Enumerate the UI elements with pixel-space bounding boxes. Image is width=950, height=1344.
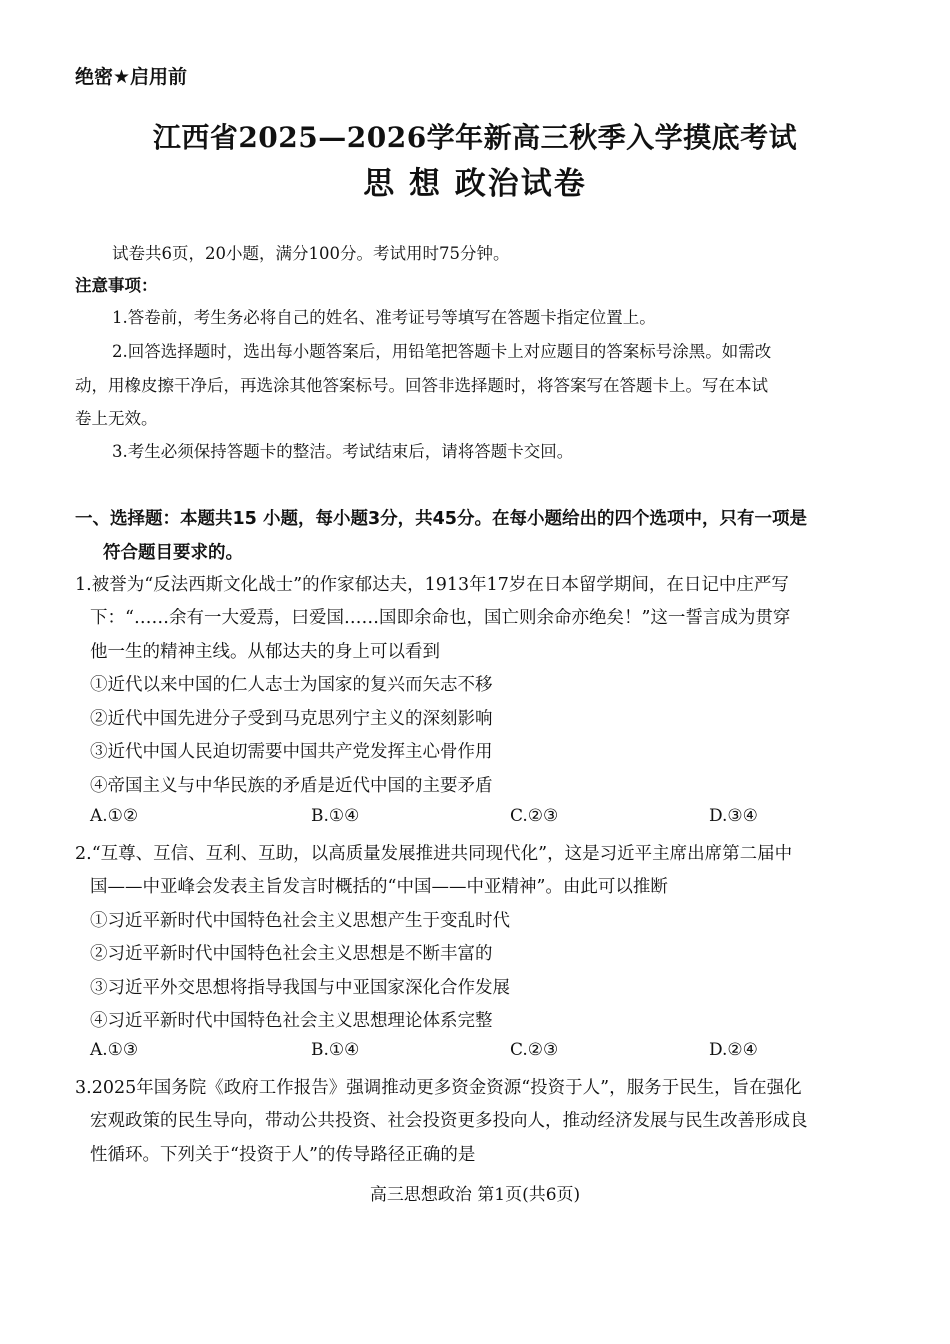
notice-heading: 注意事项：	[75, 276, 158, 295]
statement: ④习近平新时代中国特色社会主义思想理论体系完整	[90, 1011, 493, 1031]
notice-item: 卷上无效。	[75, 409, 158, 428]
question-stem: 国——中亚峰会发表主旨发言时概括的“中国——中亚精神”。由此可以推断	[90, 877, 668, 897]
question-stem: 3.2025年国务院《政府工作报告》强调推动更多资金资源“投资于人”，服务于民生，旨在强化	[75, 1078, 802, 1098]
option-d: D.③④	[709, 806, 758, 826]
notice-item: 3.考生必须保持答题卡的整洁。考试结束后，请将答题卡交回。	[112, 442, 574, 461]
page-footer: 高三思想政治 第1页(共6页)	[369, 1185, 581, 1205]
statement: ②习近平新时代中国特色社会主义思想是不断丰富的	[90, 944, 493, 964]
question-stem: 宏观政策的民生导向，带动公共投资、社会投资更多投向人，推动经济发展与民生改善形成良	[90, 1111, 808, 1131]
statement: ②近代中国先进分子受到马克思列宁主义的深刻影响	[90, 709, 493, 729]
question-stem: 2.“互尊、互信、互利、互助，以高质量发展推进共同现代化”，这是习近平主席出席第二届中	[75, 844, 793, 864]
secret-label: 绝密★启用前	[75, 66, 188, 88]
option-d: D.②④	[709, 1040, 758, 1060]
question-stem: 1.被誉为“反法西斯文化战士”的作家郁达夫，1913年17岁在日本留学期间，在日记中庄严写	[75, 575, 789, 595]
option-a: A.①②	[90, 806, 139, 826]
question-stem: 下：“……余有一大爱焉，曰爱国……国即余命也，国亡则余命亦绝矣！”这一誓言成为贯穿	[90, 608, 791, 628]
statement: ③近代中国人民迫切需要中国共产党发挥主心骨作用	[90, 742, 493, 762]
exam-title: 江西省2025—2026学年新高三秋季入学摸底考试	[152, 121, 798, 154]
statement: ①习近平新时代中国特色社会主义思想产生于变乱时代	[90, 911, 510, 931]
option-a: A.①③	[90, 1040, 139, 1060]
section-heading-cont: 符合题目要求的。	[103, 543, 243, 563]
notice-item: 2.回答选择题时，选出每小题答案后，用铅笔把答题卡上对应题目的答案标号涂黑。如需改	[112, 342, 772, 361]
notice-item: 动，用橡皮擦干净后，再选涂其他答案标号。回答非选择题时，将答案写在答题卡上。写在本试	[75, 376, 768, 395]
statement: ①近代以来中国的仁人志士为国家的复兴而矢志不移	[90, 675, 493, 695]
question-stem: 性循环。下列关于“投资于人”的传导路径正确的是	[90, 1145, 476, 1165]
exam-intro: 试卷共6页，20小题，满分100分。考试用时75分钟。	[112, 244, 510, 263]
option-b: B.①④	[311, 806, 360, 826]
subject-title: 思 想 政治试卷	[363, 166, 587, 202]
notice-item: 1.答卷前，考生务必将自己的姓名、准考证号等填写在答题卡指定位置上。	[112, 308, 656, 327]
question-stem: 他一生的精神主线。从郁达夫的身上可以看到	[90, 642, 440, 662]
statement: ④帝国主义与中华民族的矛盾是近代中国的主要矛盾	[90, 776, 493, 796]
option-c: C.②③	[510, 1040, 559, 1060]
option-c: C.②③	[510, 806, 559, 826]
option-b: B.①④	[311, 1040, 360, 1060]
section-heading: 一、选择题：本题共15 小题，每小题3分，共45分。在每小题给出的四个选项中，只有一项是	[75, 509, 807, 529]
statement: ③习近平外交思想将指导我国与中亚国家深化合作发展	[90, 978, 510, 998]
